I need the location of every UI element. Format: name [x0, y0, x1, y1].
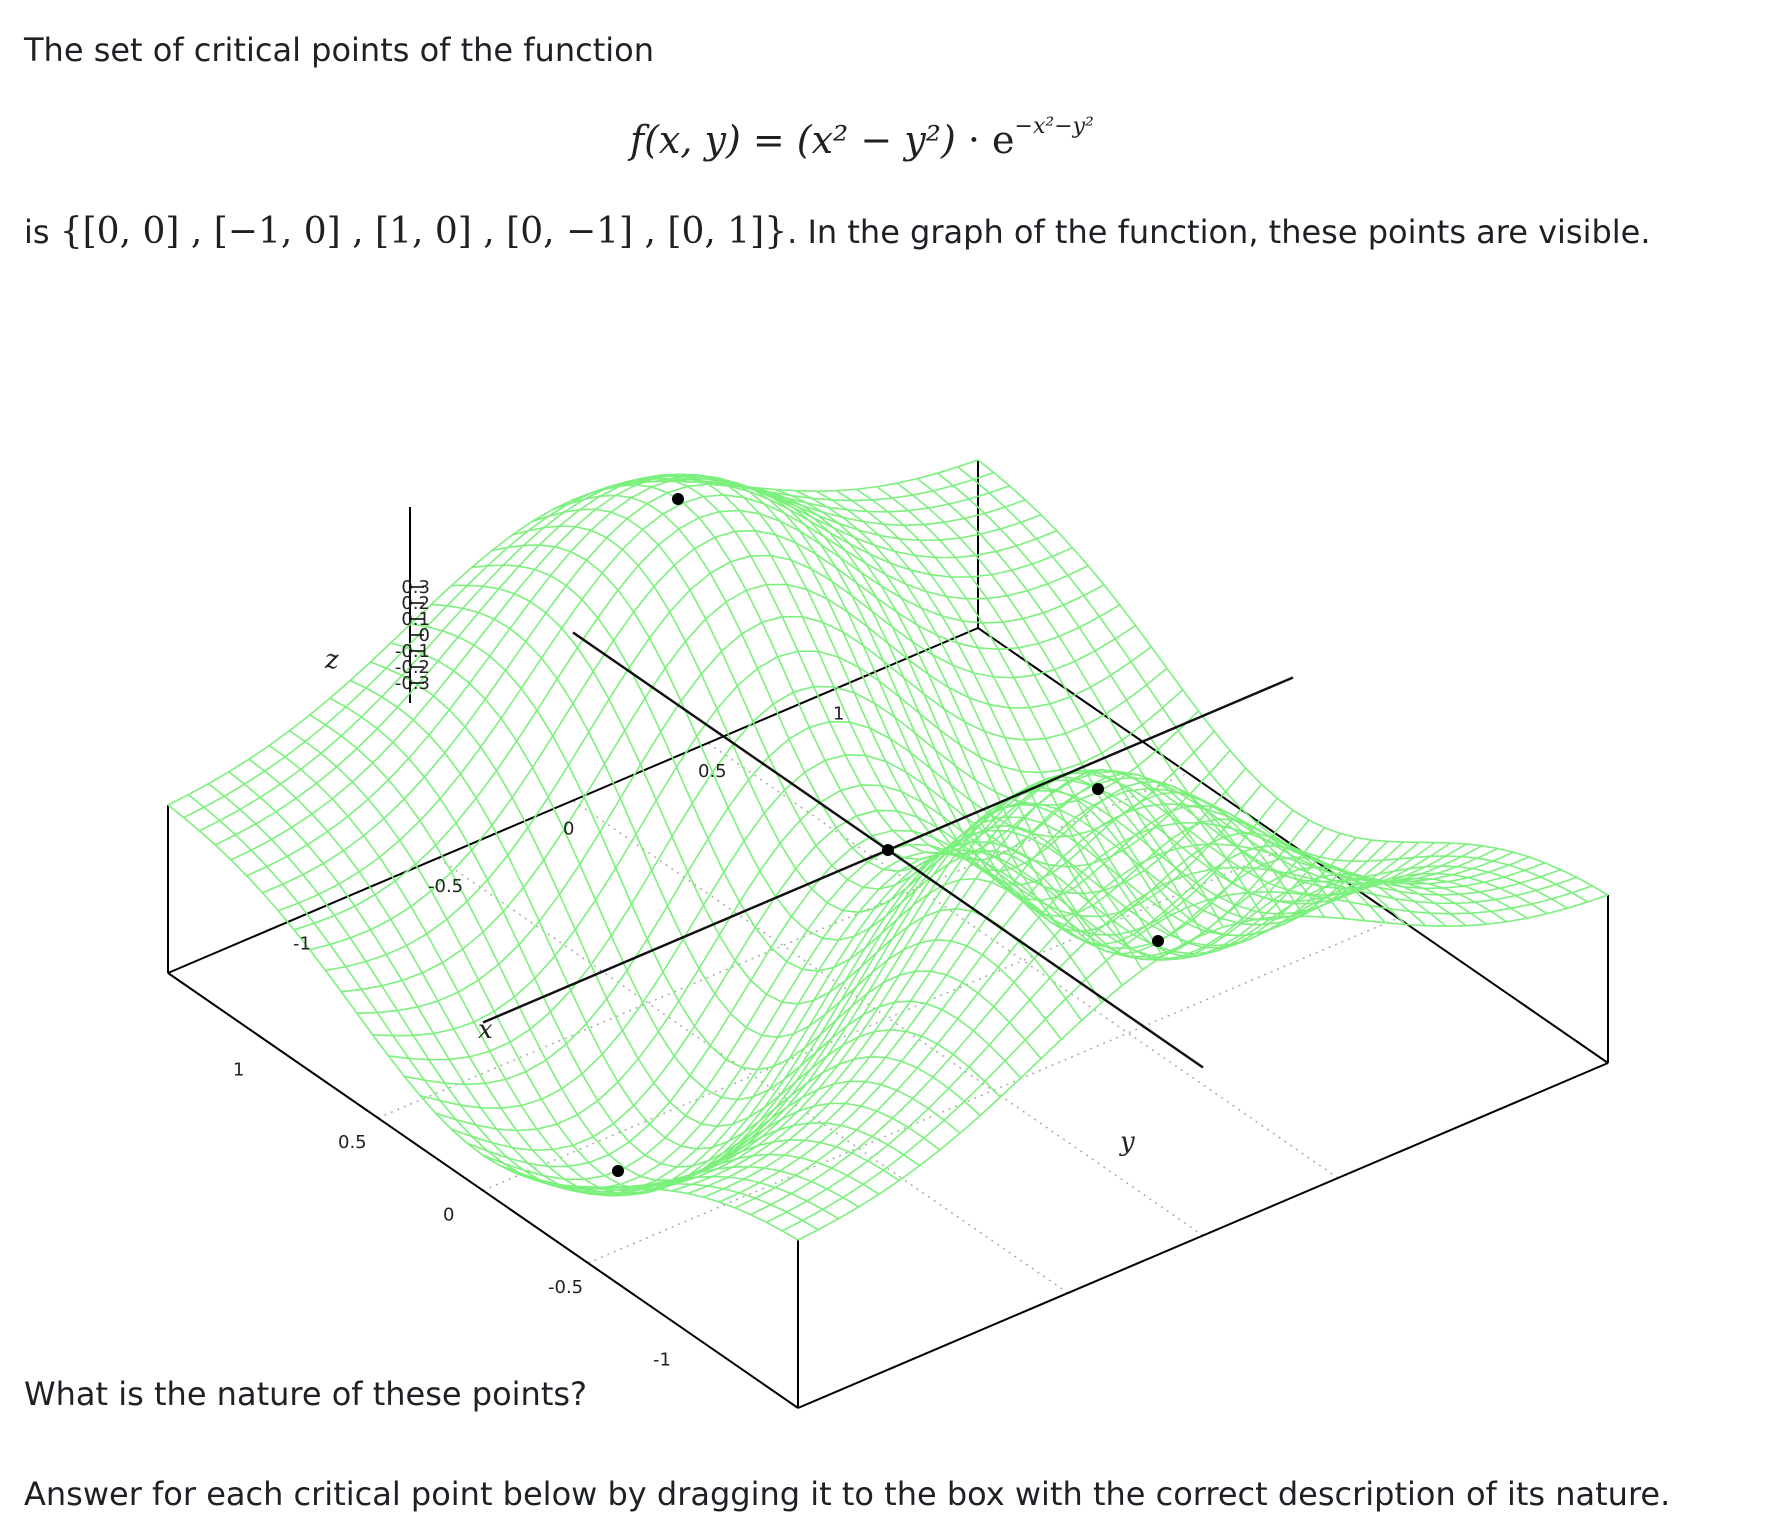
mesh-line-x [420, 751, 1230, 1109]
instruction-text: Answer for each critical point below by dragging it to the box with the correct description of its nature. [24, 1475, 1671, 1513]
mesh-line-x [404, 722, 1214, 1085]
z-tick-label: -0.3 [394, 673, 430, 694]
critical-point-marker [672, 493, 684, 505]
mesh-line-x [326, 556, 1136, 971]
floor-grid-line [483, 846, 1293, 1191]
mesh-line-y [796, 491, 1426, 960]
formula-lhs: f(x, y) [630, 118, 741, 162]
mesh-line-x [530, 834, 1340, 1196]
mesh-line-x [704, 789, 1514, 1198]
box-edge [798, 1063, 1608, 1408]
x-tick-label: -0.5 [548, 1277, 584, 1298]
z-tick-label: 0.3 [401, 577, 430, 598]
mesh-line-x [562, 830, 1372, 1193]
x-axis-label: x [478, 1015, 493, 1045]
z-axis-label: z [325, 645, 339, 675]
formula-rhs: (x² − y²) [796, 118, 956, 162]
z-tick-label: 0 [418, 625, 430, 646]
y-axis-label: y [1120, 1127, 1135, 1157]
mesh-line-y [492, 545, 1122, 986]
critical-point-marker [882, 844, 894, 856]
y-tick-label: 1 [833, 703, 845, 725]
mesh-line-x [578, 817, 1388, 1190]
critical-point-marker [1152, 935, 1164, 947]
set-prefix: is [24, 213, 60, 251]
floor-grid-line [708, 743, 1338, 1178]
y-tick-label: -0.5 [428, 876, 464, 897]
set-suffix: . In the graph of the function, these points are visible. [787, 213, 1651, 251]
mesh-line-y [310, 715, 940, 1180]
box-edge [978, 628, 1608, 1063]
mesh-line-y [229, 772, 859, 1207]
y-tick-label: 0 [563, 818, 575, 840]
formula-exponent: −x²−y² [1014, 114, 1094, 140]
formula-exp-base: · e [955, 118, 1015, 162]
formula-equals: = [740, 118, 797, 162]
z-tick-label: -0.2 [394, 657, 430, 678]
critical-point-marker [612, 1165, 624, 1177]
x-tick-label: -1 [653, 1349, 671, 1371]
box-edge [168, 628, 978, 973]
mesh-line-x [467, 798, 1277, 1166]
z-tick-label: 0.1 [401, 609, 430, 630]
y-tick-label: 0.5 [698, 761, 727, 782]
z-tick-label: -0.1 [394, 641, 430, 662]
x-tick-label: 0.5 [338, 1132, 367, 1153]
mesh-line-x [373, 651, 1183, 1036]
y-tick-label: -1 [293, 933, 311, 955]
x-tick-label: 0 [443, 1204, 455, 1226]
critical-point-set: {[0, 0] , [−1, 0] , [1, 0] , [0, −1] , [0, 1]} [59, 211, 788, 252]
z-tick-label: 0.2 [401, 593, 430, 614]
x-tick-label: 1 [233, 1059, 245, 1081]
question-text: What is the nature of these points? [24, 1375, 588, 1413]
critical-point-marker [1092, 783, 1104, 795]
intro-text: The set of critical points of the function [24, 31, 654, 69]
